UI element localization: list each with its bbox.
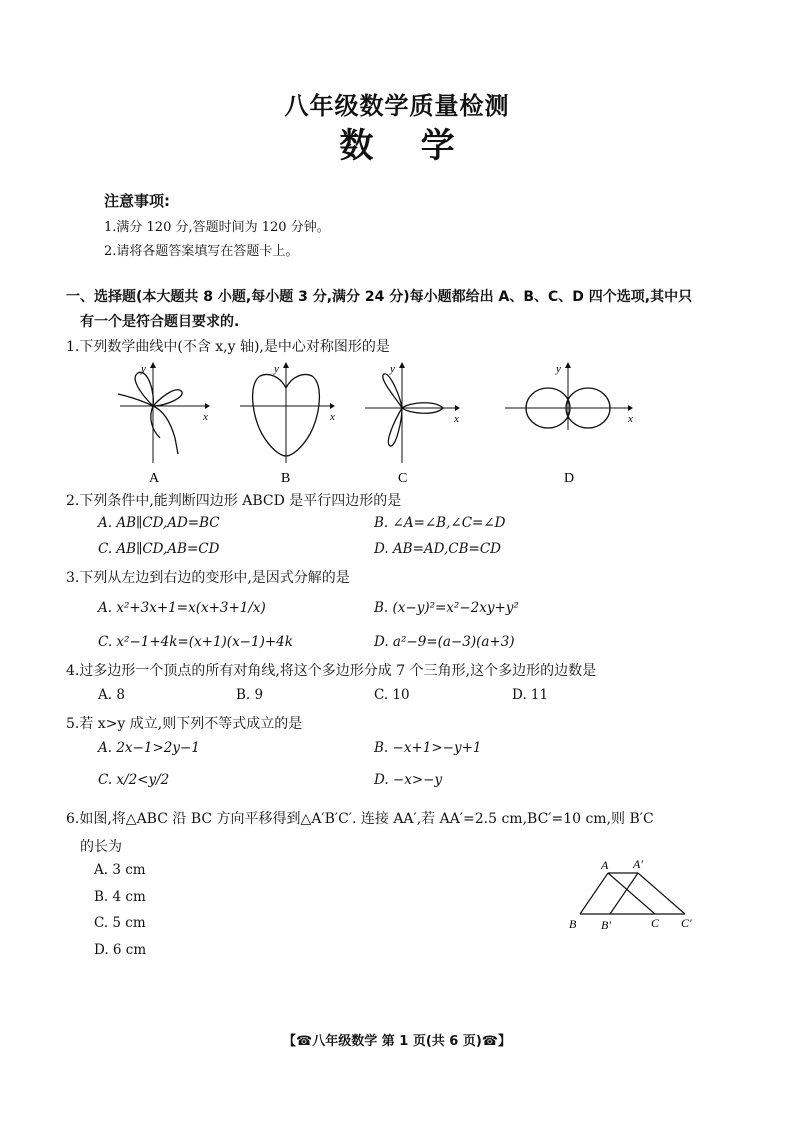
- q5-option-a: A. 2x−1>2y−1: [98, 740, 200, 756]
- q1-figure-d: [505, 362, 633, 430]
- notice-heading: 注意事项:: [104, 192, 170, 210]
- notice-item-1: 1.满分 120 分,答题时间为 120 分钟。: [104, 220, 330, 235]
- q1-stem: 1.下列数学曲线中(不含 x,y 轴),是中心对称图形的是: [66, 339, 390, 355]
- q3-option-d: D. a²−9=(a−3)(a+3): [374, 634, 515, 650]
- q1-figure-a: [118, 362, 210, 463]
- svg-text:x: x: [454, 413, 459, 425]
- fig-label-b-prime: B′: [601, 918, 611, 932]
- q6-option-a: A. 3 cm: [94, 862, 146, 878]
- q6-translation-figure: [565, 856, 705, 936]
- q2-option-d: D. AB=AD,CB=CD: [374, 541, 502, 557]
- q5-stem: 5.若 x>y 成立,则下列不等式成立的是: [66, 716, 303, 732]
- q2-stem: 2.下列条件中,能判断四边形 ABCD 是平行四边形的是: [66, 493, 402, 509]
- q1-label-c: C: [398, 471, 408, 486]
- svg-text:x: x: [628, 413, 633, 425]
- fig-label-c-prime: C′: [681, 916, 692, 930]
- q4-stem: 4.过多边形一个顶点的所有对角线,将这个多边形分成 7 个三角形,这个多边形的边数是: [66, 663, 597, 679]
- fig-label-b: B: [569, 917, 577, 931]
- q1-label-b: B: [281, 471, 291, 486]
- q6-option-d: D. 6 cm: [94, 942, 147, 958]
- q1-figure-b: [240, 362, 335, 463]
- q6-stem: 6.如图,将△ABC 沿 BC 方向平移得到△A′B′C′. 连接 AA′,若 AA′=2.5 cm,BC′=10 cm,则 B′C: [66, 811, 654, 827]
- section-heading: 一、选择题(本大题共 8 小题,每小题 3 分,满分 24 分)每小题都给出 A、B、C、D 四个选项,其中只: [66, 289, 693, 305]
- q2-option-c: C. AB∥CD,AB=CD: [98, 541, 220, 557]
- subject-title: 数 学: [339, 126, 455, 166]
- q6-option-b: B. 4 cm: [94, 889, 146, 905]
- exam-title: 八年级数学质量检测: [284, 92, 510, 120]
- svg-text:y: y: [141, 363, 146, 375]
- q3-option-a: A. x²+3x+1=x(x+3+1/x): [98, 600, 266, 616]
- q1-figures: [100, 358, 660, 488]
- svg-text:x: x: [203, 411, 208, 423]
- q6-stem-cont: 的长为: [80, 839, 122, 855]
- section-heading-cont: 有一个是符合题目要求的.: [80, 314, 240, 330]
- q4-option-d: D. 11: [512, 687, 549, 703]
- q3-stem: 3.下列从左边到右边的变形中,是因式分解的是: [66, 570, 350, 586]
- q1-label-d: D: [564, 471, 575, 486]
- q6-option-c: C. 5 cm: [94, 915, 146, 931]
- q5-option-d: D. −x>−y: [374, 772, 443, 788]
- svg-text:x: x: [330, 411, 335, 423]
- q3-option-b: B. (x−y)²=x²−2xy+y²: [374, 600, 519, 616]
- q2-option-a: A. AB∥CD,AD=BC: [98, 515, 220, 531]
- fig-label-c: C: [651, 916, 660, 930]
- q5-option-c: C. x/2<y/2: [98, 772, 170, 788]
- q4-option-c: C. 10: [374, 687, 410, 703]
- q2-option-b: B. ∠A=∠B,∠C=∠D: [374, 515, 506, 531]
- q5-option-b: B. −x+1>−y+1: [374, 740, 482, 756]
- svg-text:y: y: [556, 363, 561, 375]
- q3-option-c: C. x²−1+4k=(x+1)(x−1)+4k: [98, 634, 293, 650]
- q1-label-a: A: [149, 471, 160, 486]
- notice-item-2: 2.请将各题答案填写在答题卡上。: [104, 244, 299, 259]
- q1-figure-c: [365, 362, 460, 463]
- q4-option-a: A. 8: [98, 687, 125, 703]
- svg-text:y: y: [274, 363, 279, 375]
- fig-label-a: A: [601, 858, 609, 872]
- page-footer: 【☎八年级数学 第 1 页(共 6 页)☎】: [283, 1034, 511, 1049]
- q4-option-b: B. 9: [236, 687, 264, 703]
- fig-label-a-prime: A′: [633, 857, 643, 871]
- svg-text:y: y: [390, 363, 395, 375]
